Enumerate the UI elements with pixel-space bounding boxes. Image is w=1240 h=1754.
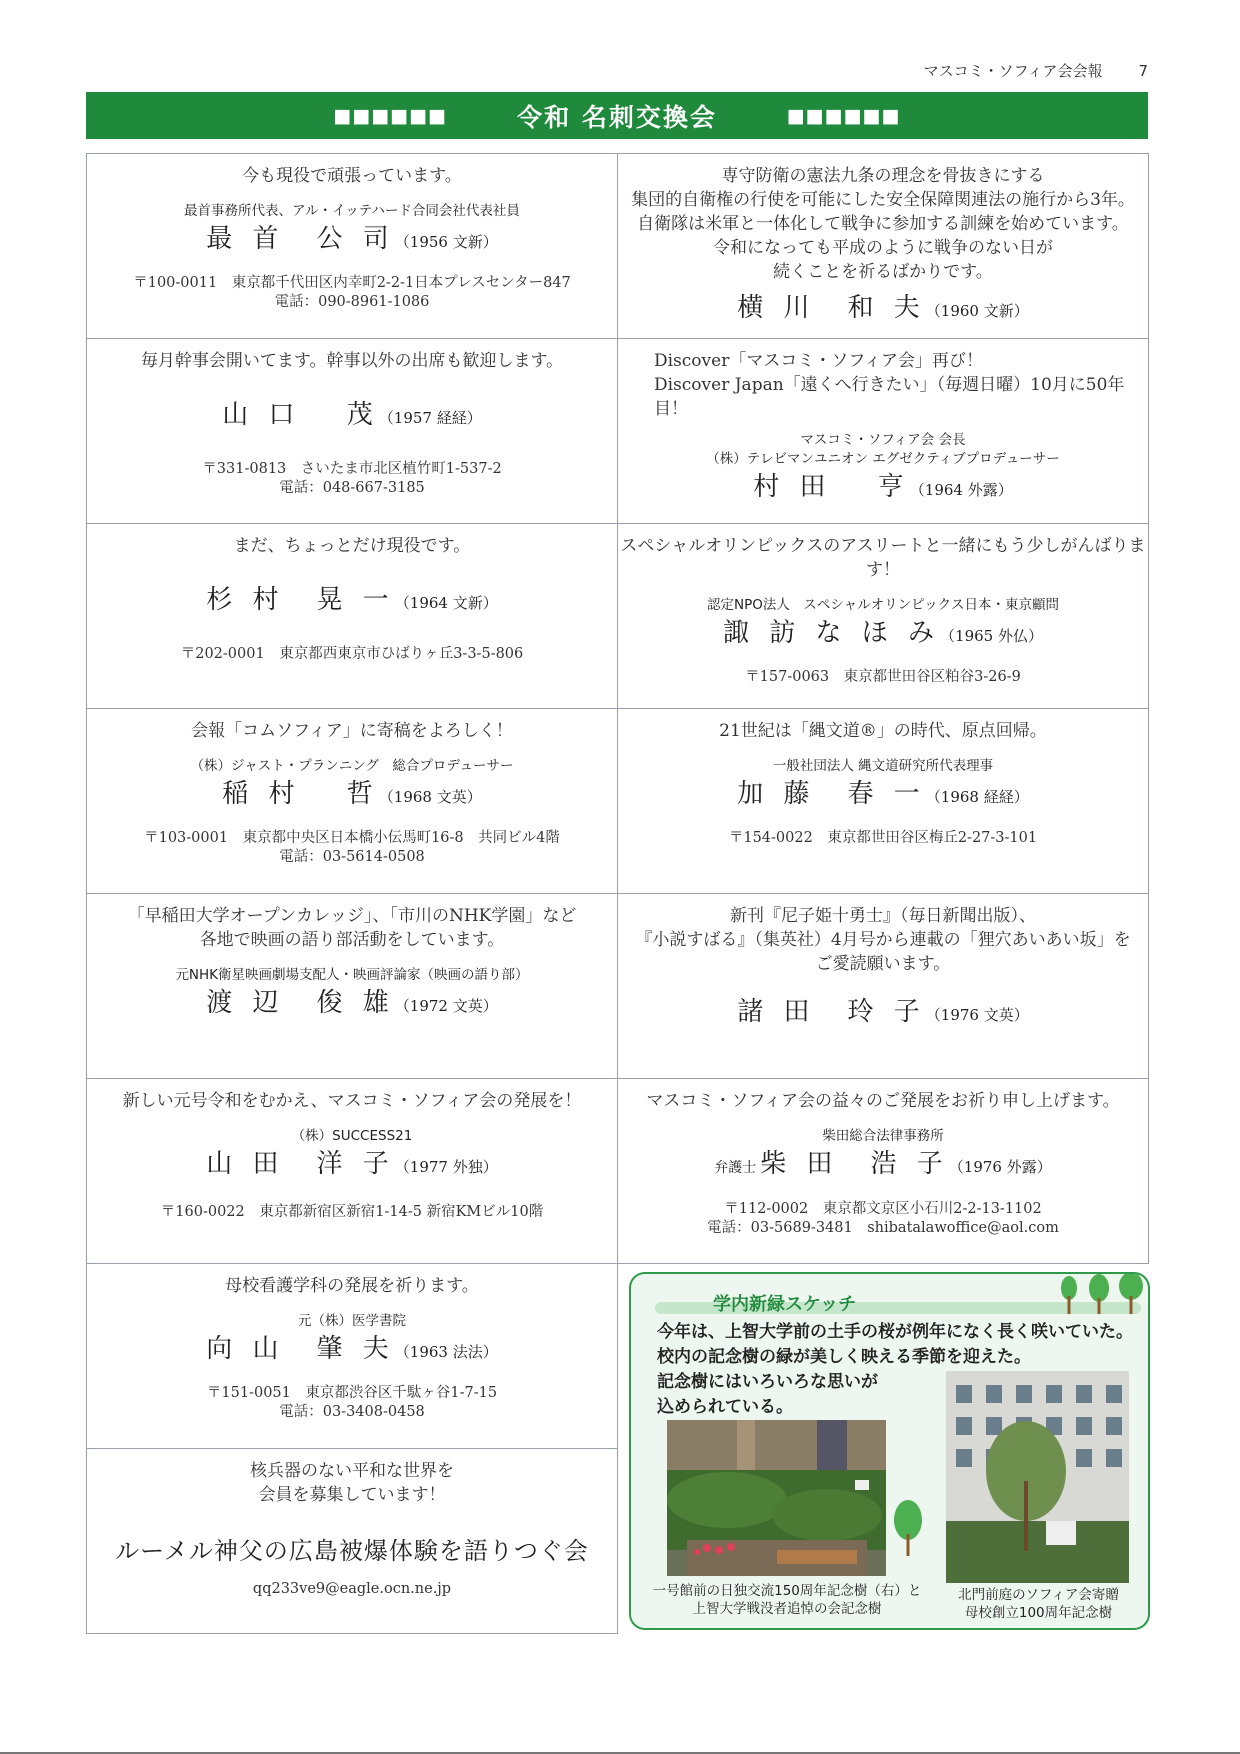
card-address: 〒202-0001 東京都西東京市ひばりヶ丘3-3-5-806 <box>180 646 524 662</box>
card-title: （株）ジャスト・プランニング 総合プロデューサー <box>190 758 514 774</box>
publication-name: マスコミ・ソフィア会会報 <box>923 62 1103 80</box>
card-yokokawa <box>618 154 1149 339</box>
card-address: 〒151-0051 東京都渋谷区千駄ヶ谷1-7-15 電話：03-3408-0458 <box>206 1385 498 1420</box>
card-message: 新刊『尼子姫十勇士』（毎日新聞出版）、 『小説すばる』（集英社）4月号から連載の「狸穴あいあい坂」を ご愛読願います。 <box>635 906 1131 974</box>
card-row <box>86 339 1149 524</box>
sketch-text-1: 今年は、上智大学前の土手の桜が例年になく長く咲いていた。 校内の記念樹の緑が美しく映える季節を迎えた。 <box>657 1322 1133 1367</box>
name-year: （1976 外露） <box>948 1158 1052 1176</box>
card-name <box>206 985 497 1024</box>
name-text: 山 口 茂 <box>222 400 379 430</box>
banner-deco-right: ■■■■■■ <box>786 104 901 127</box>
card-address: 〒112-0002 東京都文京区小石川2-2-13-1102 電話：03-5689-3481 shibatalawoffice@aol.com <box>707 1201 1059 1236</box>
card-title: マスコミ・ソフィア会 会長 （株）テレビマンユニオン エグゼクティブプロデューサー <box>706 432 1060 467</box>
sketch-title: 学内新緑スケッチ <box>713 1294 857 1315</box>
card-address: 〒103-0001 東京都中央区日本橋小伝馬町16-8 共同ビル4階 電話：03-5614-0508 <box>144 830 560 865</box>
section-title: 令和 名刺交換会 <box>517 102 717 132</box>
card-title: 元NHK衛星映画劇場支配人・映画評論家（映画の語り部） <box>175 967 529 983</box>
card-address: 〒160-0022 東京都新宿区新宿1-14-5 新宿KMビル10階 <box>160 1204 544 1220</box>
card-row <box>86 524 1149 709</box>
name-year: （1964 文新） <box>394 594 498 612</box>
name-text: 横 川 和 夫 <box>737 293 926 323</box>
card-address: 〒154-0022 東京都世田谷区梅丘2-27-3-101 <box>728 830 1038 846</box>
caption-photo-2: 北門前庭のソフィア会寄贈 母校創立100周年記念樹 <box>958 1587 1119 1621</box>
card-yamada <box>87 1079 618 1264</box>
card-morota <box>618 894 1149 1079</box>
name-year: （1957 経経） <box>378 409 482 427</box>
card-address: 〒100-0011 東京都千代田区内幸町2-2-1日本プレスセンター847 電話：090-8961-1086 <box>133 275 571 310</box>
card-message: まだ、ちょっとだけ現役です。 <box>233 536 471 556</box>
card-title: 柴田総合法律事務所 <box>822 1128 944 1144</box>
card-name <box>737 776 1028 815</box>
card-name <box>206 1146 497 1185</box>
name-text: 柴 田 浩 子 <box>760 1149 949 1179</box>
card-message: 毎月幹事会開いてます。幹事以外の出席も歓迎します。 <box>140 351 564 371</box>
name-year: （1956 文新） <box>394 233 498 251</box>
card-name <box>222 776 481 815</box>
card-name <box>737 290 1028 329</box>
tree-icon-group <box>1049 1272 1149 1320</box>
card-message: 会報「コムソフィア」に寄稿をよろしく！ <box>191 721 513 741</box>
card-row <box>86 1079 1149 1264</box>
name-year: （1976 文英） <box>925 1006 1029 1024</box>
card-suwa <box>618 524 1149 709</box>
name-text: 稲 村 哲 <box>222 779 379 809</box>
card-row <box>86 153 1149 339</box>
card-watanabe <box>87 894 618 1079</box>
name-year: （1963 法法） <box>394 1343 498 1361</box>
card-name <box>206 1331 497 1370</box>
name-year: （1968 経経） <box>925 788 1029 806</box>
card-title: 最首事務所代表、アル・イッテハード合同会社代表社員 <box>184 203 520 219</box>
card-message: 今も現役で頑張っています。 <box>242 166 462 186</box>
name-year: （1960 文新） <box>925 302 1029 320</box>
card-message: 「早稲田大学オープンカレッジ」、「市川のNHK学園」など 各地で映画の語り部活動をしています。 <box>127 906 577 950</box>
section-banner <box>86 92 1148 139</box>
card-title: 一般社団法人 縄文道研究所代表理事 <box>772 758 994 774</box>
card-row <box>86 709 1149 894</box>
name-year: （1965 外仏） <box>940 627 1043 645</box>
card-yamaguchi <box>87 339 618 524</box>
name-year: （1964 外露） <box>909 481 1013 499</box>
card-lumel-association <box>87 1449 618 1634</box>
card-name <box>737 994 1028 1033</box>
name-text: 山 田 洋 子 <box>206 1149 395 1179</box>
name-text: 村 田 亨 <box>753 472 910 502</box>
card-saishu <box>87 154 618 339</box>
campus-sketch-box <box>629 1272 1150 1630</box>
org-name: ルーメル神父の広島被爆体験を語りつぐ会 <box>115 1537 589 1565</box>
name-text: 諸 田 玲 子 <box>737 997 926 1027</box>
card-name <box>206 221 497 260</box>
card-kato <box>618 709 1149 894</box>
name-text: 向 山 肇 夫 <box>206 1334 395 1364</box>
card-name <box>723 615 1043 654</box>
caption-photo-1: 一号館前の日独交流150周年記念樹（右）と 上智大学戦没者追悼の会記念樹 <box>652 1583 922 1617</box>
banner-deco-left: ■■■■■■ <box>333 104 448 127</box>
card-title: 元（株）医学書院 <box>298 1313 406 1329</box>
card-address: 〒331-0813 さいたま市北区植竹町1-537-2 電話：048-667-3185 <box>202 461 502 496</box>
card-message: スペシャルオリンピックスのアスリートと一緒にもう少しがんばります！ <box>620 536 1146 580</box>
name-text: 諏 訪 な ほ み <box>722 618 941 648</box>
photo-building-one-garden <box>667 1420 886 1576</box>
name-text: 加 藤 春 一 <box>737 779 926 809</box>
card-title: 認定NPO法人 スペシャルオリンピックス日本・東京顧問 <box>707 597 1059 613</box>
card-sugimura <box>87 524 618 709</box>
card-message: マスコミ・ソフィア会の益々のご発展をお祈り申し上げます。 <box>646 1091 1120 1111</box>
tree-icon <box>893 1498 923 1562</box>
card-message: 新しい元号令和をむかえ、マスコミ・ソフィア会の発展を！ <box>122 1091 582 1111</box>
sketch-text-2: 記念樹にはいろいろな思いが 込められている。 <box>657 1372 878 1417</box>
card-shibata <box>618 1079 1149 1264</box>
card-title: （株）SUCCESS21 <box>291 1128 413 1144</box>
name-year: （1972 文英） <box>394 997 498 1015</box>
card-email: qq233ve9@eagle.ocn.ne.jp <box>252 1581 452 1597</box>
page-number: 7 <box>1138 62 1148 80</box>
name-year: （1968 文英） <box>378 788 482 806</box>
card-murata <box>618 339 1149 524</box>
card-inamura <box>87 709 618 894</box>
card-message: Discover「マスコミ・ソフィア会」再び！ Discover Japan「遠くへ行きたい」（毎週日曜）10月に50年目！ <box>654 351 1125 419</box>
card-message: 核兵器のない平和な世界を 会員を募集しています！ <box>250 1461 454 1505</box>
card-message: 21世紀は「縄文道®」の時代、原点回帰。 <box>719 721 1047 741</box>
card-name <box>206 582 497 621</box>
card-message: 専守防衛の憲法九条の理念を骨抜きにする 集団的自衛権の行使を可能にした安全保障関連法の施行から3年。 自衛隊は米軍と一体化して戦争に参加する訓練を始めています。 令和になっても平成のように戦争のない日が 続くことを祈るばかりです。 <box>631 166 1135 282</box>
name-year: （1977 外独） <box>394 1158 498 1176</box>
card-mukoyama <box>87 1264 618 1449</box>
page-header <box>924 60 1148 81</box>
name-prefix: 弁護士 <box>714 1160 757 1176</box>
card-name <box>222 397 481 436</box>
card-address: 〒157-0063 東京都世田谷区粕谷3-26-9 <box>745 669 1021 685</box>
card-message: 母校看護学科の発展を祈ります。 <box>225 1276 479 1296</box>
name-text: 杉 村 晃 一 <box>206 585 395 615</box>
card-name <box>753 469 1012 508</box>
name-text: 最 首 公 司 <box>206 224 395 254</box>
card-row <box>86 894 1149 1079</box>
card-name <box>714 1146 1051 1186</box>
name-text: 渡 辺 俊 雄 <box>206 988 395 1018</box>
photo-north-gate-tree <box>946 1371 1129 1583</box>
